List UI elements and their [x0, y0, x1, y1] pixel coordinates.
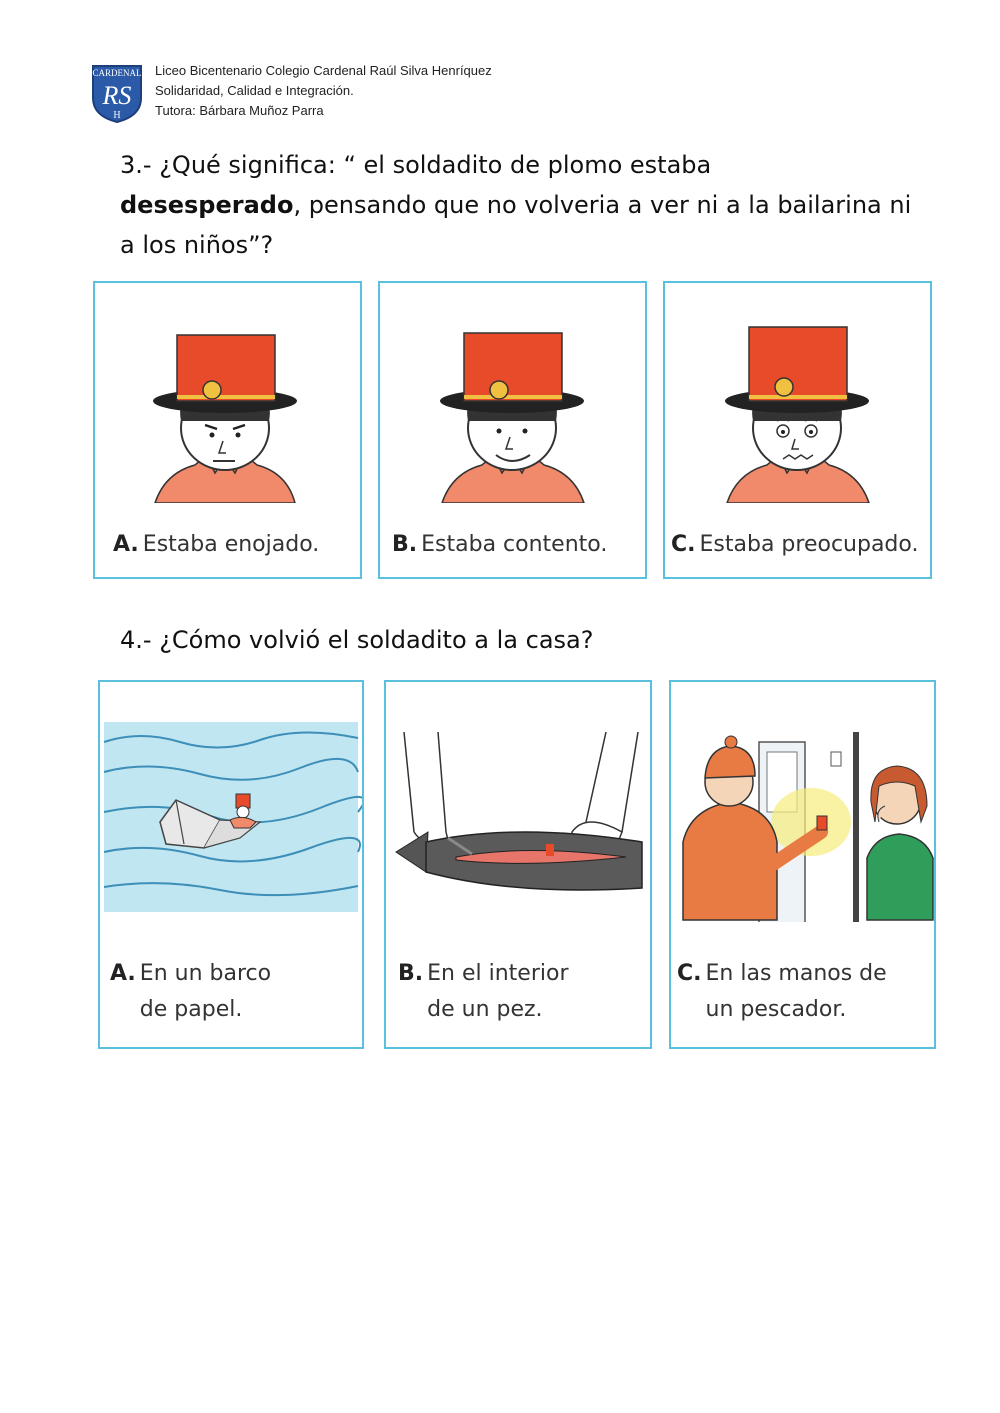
school-logo: [85, 58, 149, 124]
question-3-prefix: 3.- ¿Qué significa: “ el soldadito de plomo estaba: [120, 151, 712, 179]
happy-soldier-illustration: [380, 283, 645, 503]
angry-soldier-illustration: [95, 283, 360, 503]
option-text: Estaba preocupado.: [699, 532, 919, 557]
fish-illustration: [386, 682, 650, 922]
fisherman-illustration: [671, 682, 934, 922]
option-letter: B.: [398, 961, 424, 986]
question-3-suffix: , pensando que no volveria a ver ni a la bailarina ni a los niños”?: [120, 191, 912, 259]
option-card-4b[interactable]: [384, 680, 652, 1049]
school-header: [85, 58, 685, 128]
option-text-line1: En el interior: [427, 961, 569, 986]
option-4c-caption: [677, 956, 932, 1028]
tutor-name: Tutora: Bárbara Muñoz Parra: [155, 103, 324, 118]
option-text: Estaba contento.: [421, 532, 608, 557]
question-4: 4.- ¿Cómo volvió el soldadito a la casa?: [120, 626, 594, 654]
option-4a-caption: [110, 956, 360, 1028]
paper-boat-illustration: [100, 682, 362, 922]
option-4b-caption: [398, 956, 648, 1028]
option-letter: A.: [113, 532, 139, 557]
option-3a-caption: [113, 527, 319, 563]
option-letter: B.: [392, 532, 418, 557]
option-text-line1: En un barco: [139, 961, 272, 986]
option-3c-caption: [671, 527, 918, 563]
option-letter: C.: [671, 532, 696, 557]
option-text: Estaba enojado.: [142, 532, 320, 557]
option-text-line2: un pescador.: [705, 997, 847, 1022]
option-card-3a[interactable]: [93, 281, 362, 579]
option-card-3b[interactable]: [378, 281, 647, 579]
question-3: [120, 145, 920, 265]
svg-text:RS: RS: [102, 81, 132, 110]
option-letter: C.: [677, 961, 702, 986]
svg-text:CARDENAL: CARDENAL: [92, 68, 142, 78]
school-motto: Solidaridad, Calidad e Integración.: [155, 83, 354, 98]
svg-text:H: H: [113, 110, 121, 121]
worried-soldier-illustration: [665, 283, 930, 503]
option-card-4c[interactable]: [669, 680, 936, 1049]
question-3-keyword: desesperado: [120, 191, 294, 219]
school-name: Liceo Bicentenario Colegio Cardenal Raúl Silva Henríquez: [155, 63, 492, 78]
option-text-line1: En las manos de: [705, 961, 887, 986]
option-card-3c[interactable]: [663, 281, 932, 579]
option-card-4a[interactable]: [98, 680, 364, 1049]
option-text-line2: de un pez.: [427, 997, 543, 1022]
option-text-line2: de papel.: [139, 997, 243, 1022]
option-letter: A.: [110, 961, 136, 986]
option-3b-caption: [392, 527, 607, 563]
